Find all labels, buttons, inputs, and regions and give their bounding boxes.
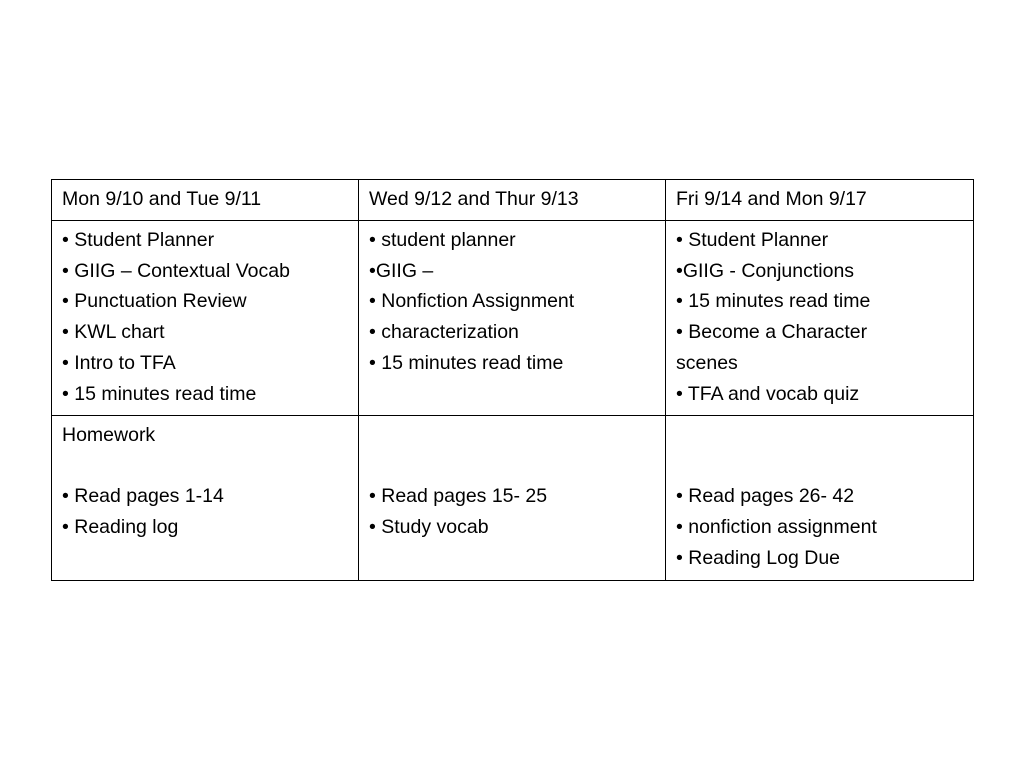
spacer xyxy=(369,420,656,451)
homework-item: • Reading Log Due xyxy=(676,546,841,569)
homework-cell-2 xyxy=(359,416,666,581)
agenda-item: scenes xyxy=(676,351,738,374)
agenda-item: •GIIG – xyxy=(369,259,434,282)
agenda-row xyxy=(52,221,974,416)
homework-cell-3 xyxy=(666,416,974,581)
agenda-item: • Intro to TFA xyxy=(62,351,176,374)
homework-item: • Reading log xyxy=(62,516,179,539)
homework-item: • Read pages 15- 25 xyxy=(369,485,548,508)
agenda-item: • TFA and vocab quiz xyxy=(676,382,860,405)
agenda-item: • Student Planner xyxy=(62,229,215,251)
agenda-item: • Punctuation Review xyxy=(62,290,247,313)
agenda-item: • characterization xyxy=(369,321,519,344)
agenda-item: • Become a Character xyxy=(676,321,868,344)
agenda-item: •GIIG - Conjunctions xyxy=(676,259,855,282)
spacer xyxy=(676,451,964,482)
agenda-item: • Nonfiction Assignment xyxy=(369,290,575,313)
agenda-item: • 15 minutes read time xyxy=(62,382,257,405)
schedule-table xyxy=(51,179,974,581)
homework-item: • Read pages 26- 42 xyxy=(676,485,855,508)
header-row xyxy=(52,180,974,221)
agenda-item: • 15 minutes read time xyxy=(369,351,564,374)
agenda-item: • GIIG – Contextual Vocab xyxy=(62,259,290,282)
header-cell-3: Fri 9/14 and Mon 9/17 xyxy=(666,180,974,221)
agenda-item: • 15 minutes read time xyxy=(676,290,871,313)
spacer xyxy=(369,451,656,482)
homework-row xyxy=(52,416,974,581)
agenda-item: • KWL chart xyxy=(62,321,165,344)
header-cell-1: Mon 9/10 and Tue 9/11 xyxy=(52,180,359,221)
homework-item: • Study vocab xyxy=(369,516,489,539)
agenda-cell-3 xyxy=(666,221,974,416)
homework-label: Homework xyxy=(62,424,156,446)
agenda-item: • student planner xyxy=(369,229,516,251)
header-cell-2: Wed 9/12 and Thur 9/13 xyxy=(359,180,666,221)
agenda-cell-2 xyxy=(359,221,666,416)
homework-item: • nonfiction assignment xyxy=(676,516,877,539)
spacer xyxy=(676,420,964,451)
spacer xyxy=(62,451,349,482)
homework-cell-1 xyxy=(52,416,359,581)
agenda-cell-1 xyxy=(52,221,359,416)
homework-item: • Read pages 1-14 xyxy=(62,485,224,508)
agenda-item: • Student Planner xyxy=(676,229,829,251)
